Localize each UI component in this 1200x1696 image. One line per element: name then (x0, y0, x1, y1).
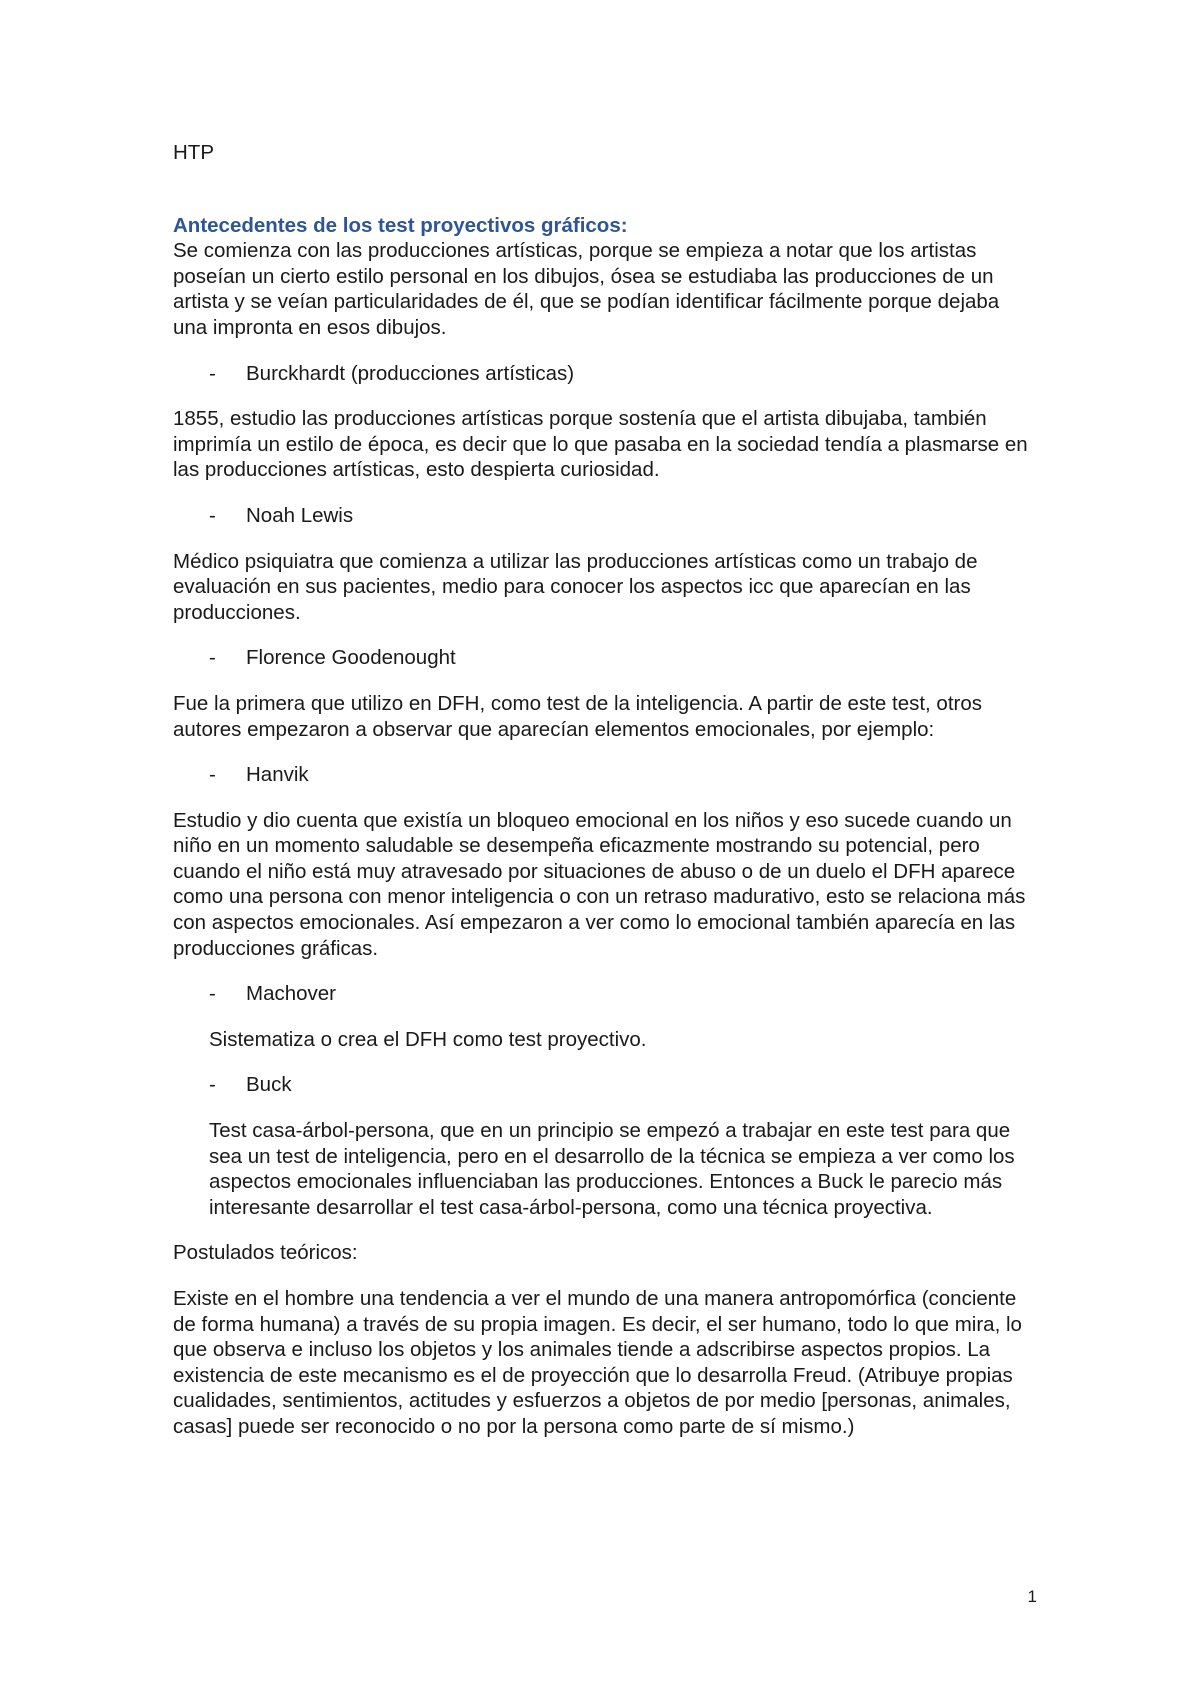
bullet-item-buck (173, 1072, 1033, 1098)
paragraph-florence-goodenought: Fue la primera que utilizo en DFH, como test de la inteligencia. A partir de este test, otros autores empezaron a observar que aparecían elementos emocionales, por ejemplo: (173, 691, 983, 741)
paragraph-machover: Sistematiza o crea el DFH como test proyectivo. (209, 1027, 647, 1051)
document-body (173, 140, 1033, 1460)
bullet-item-florence-goodenought (173, 645, 1033, 671)
bullet-item-noah-lewis (173, 503, 1033, 529)
bullet-dash: - (209, 982, 216, 1006)
bullet-item-burckhardt (173, 361, 1033, 387)
bullet-label: Hanvik (246, 763, 309, 787)
postulados-paragraph: Existe en el hombre una tendencia a ver el mundo de una manera antropomórfica (conciente de forma humana) a través de su propia imagen. Es decir, el ser humano, todo lo que mira, lo que observa e incluso los objetos y los animales tiende a adscribirse aspectos propios. La existencia de este mecanismo es el de proyección que lo desarrolla Freud. (Atribuye propias cualidades, sentimientos, actitudes y esfuerzos a objetos de por medio [personas, animales, casas] puede ser reconocido o no por la persona como parte de sí mismo.) (173, 1287, 1022, 1438)
bullet-label: Machover (246, 982, 337, 1006)
page-number: 1 (1027, 1587, 1037, 1606)
paragraph-hanvik: Estudio y dio cuenta que existía un bloqueo emocional en los niños y eso sucede cuando un niño en un momento saludable se desempeña eficazmente mostrando su potencial, pero cuando el niño está muy atravesado por situaciones de abuso o de un duelo el DFH aparece como una persona con menor inteligencia o con un retraso madurativo, esto se relaciona más con aspectos emocionales. Así empezaron a ver como lo emocional también aparecía en las producciones gráficas. (173, 808, 1026, 960)
bullet-label: Noah Lewis (246, 503, 354, 527)
postulados-heading: Postulados teóricos: (173, 1241, 358, 1265)
bullet-label: Buck (246, 1073, 292, 1097)
bullet-dash: - (209, 646, 216, 670)
bullet-label: Burckhardt (producciones artísticas) (246, 361, 575, 385)
bullet-dash: - (209, 1073, 216, 1097)
intro-paragraph: Se comienza con las producciones artísticas, porque se empieza a notar que los artistas poseían un cierto estilo personal en los dibujos, ósea se estudiaba las producciones de un artista y se veían particularidades de él, que se podían identificar fácilmente porque dejaba una impronta en esos dibujos. (173, 239, 1000, 339)
bullet-label: Florence Goodenought (246, 646, 456, 670)
bullet-dash: - (209, 361, 216, 385)
bullet-dash: - (209, 503, 216, 527)
bullet-item-machover (173, 981, 1033, 1007)
section-heading: Antecedentes de los test proyectivos gráficos: (173, 213, 628, 237)
document-title: HTP (173, 141, 214, 164)
paragraph-burckhardt: 1855, estudio las producciones artísticas porque sostenía que el artista dibujaba, también imprimía un estilo de época, es decir que lo que pasaba en la sociedad tendía a plasmarse en las producciones artísticas, esto despierta curiosidad. (173, 407, 1028, 482)
bullet-dash: - (209, 763, 216, 787)
paragraph-noah-lewis: Médico psiquiatra que comienza a utilizar las producciones artísticas como un trabajo de evaluación en sus pacientes, medio para conocer los aspectos icc que aparecían en las producciones. (173, 549, 978, 624)
bullet-item-hanvik (173, 762, 1033, 788)
paragraph-buck: Test casa-árbol-persona, que en un principio se empezó a trabajar en este test para que sea un test de inteligencia, pero en el desarrollo de la técnica se empieza a ver como los aspectos emocionales influenciaban las producciones. Entonces a Buck le parecio más interesante desarrollar el test casa-árbol-persona, como una técnica proyectiva. (209, 1119, 1015, 1219)
